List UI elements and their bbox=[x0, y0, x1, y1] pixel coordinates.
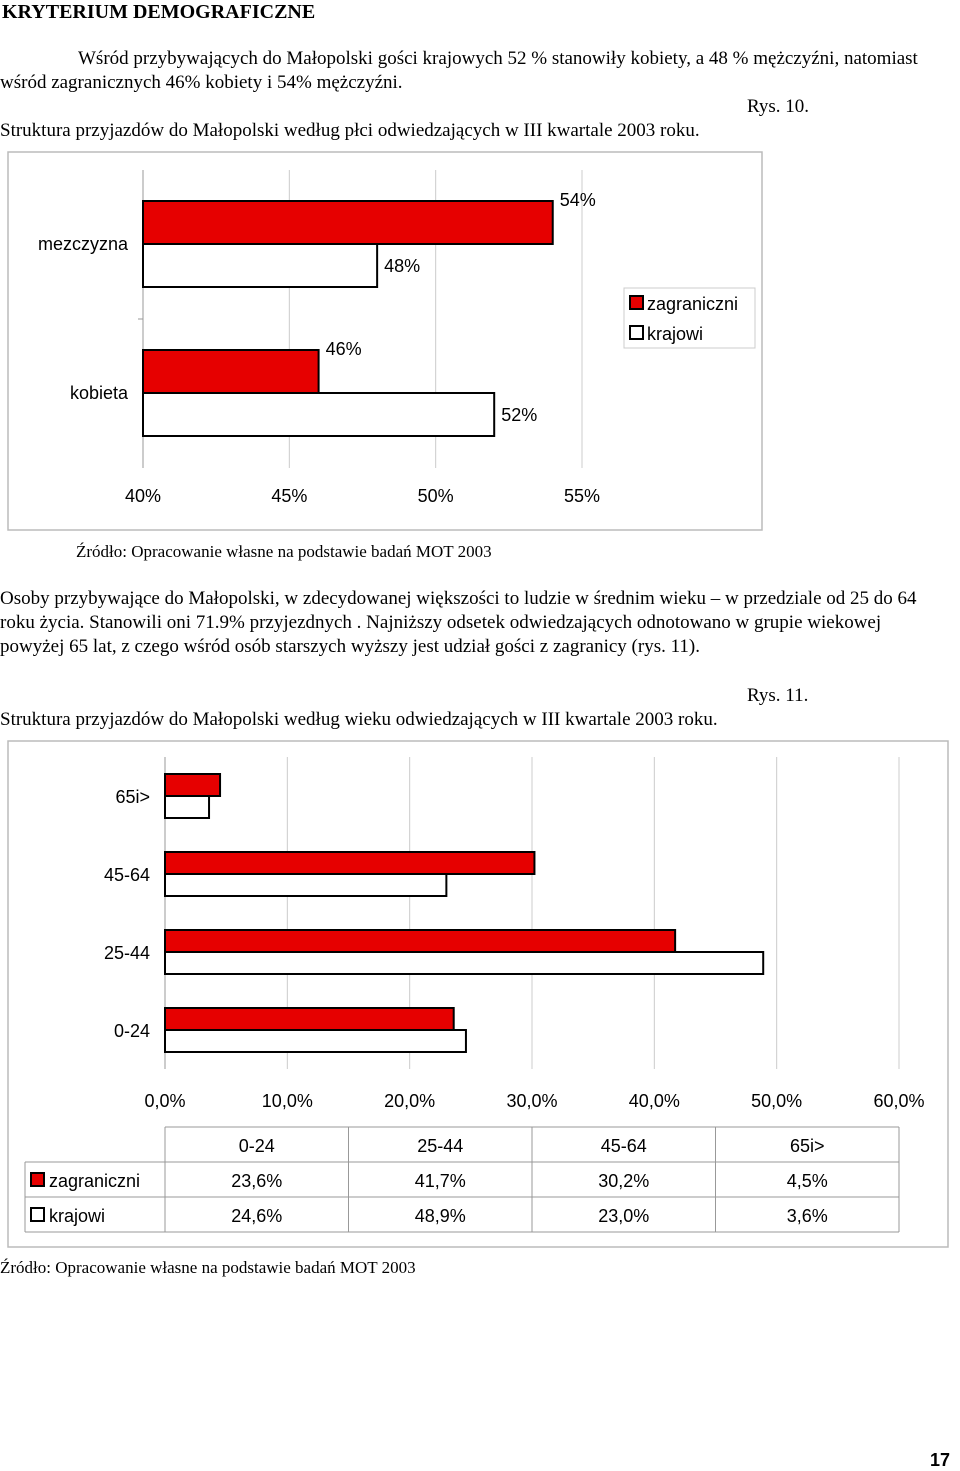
bar-zagraniczni bbox=[165, 930, 675, 952]
table-row-label: zagraniczni bbox=[49, 1171, 141, 1191]
x-tick-label: 30,0% bbox=[506, 1091, 558, 1111]
bar-krajowi bbox=[165, 1030, 466, 1052]
table-header: 25-44 bbox=[417, 1136, 464, 1156]
bar-zagraniczni bbox=[165, 774, 220, 796]
data-label: 52% bbox=[501, 405, 538, 425]
legend-swatch bbox=[31, 1173, 44, 1186]
table-cell: 48,9% bbox=[414, 1206, 466, 1226]
figure-10-label: Rys. 10. bbox=[747, 96, 810, 117]
legend-label: krajowi bbox=[647, 324, 704, 344]
intro-paragraph: Wśród przybywających do Małopolski gości krajowych 52 % stanowiły kobiety, a 48 % mężczyźni, natomiast wśród zagranicznych 46% kobiety i 54% mężczyźni. bbox=[0, 48, 918, 93]
x-tick-label: 20,0% bbox=[384, 1091, 436, 1111]
section-heading: KRYTERIUM DEMOGRAFICZNE bbox=[2, 1, 316, 23]
x-tick-label: 40% bbox=[124, 486, 162, 506]
x-tick-label: 50% bbox=[417, 486, 454, 506]
table-cell: 4,5% bbox=[786, 1171, 828, 1191]
table-cell: 24,6% bbox=[231, 1206, 283, 1226]
category-label: 25-44 bbox=[103, 943, 150, 963]
x-tick-label: 50,0% bbox=[751, 1091, 803, 1111]
category-label: mezczyzna bbox=[37, 234, 128, 254]
bar-krajowi bbox=[165, 796, 209, 818]
table-cell: 30,2% bbox=[598, 1171, 650, 1191]
data-label: 54% bbox=[559, 190, 596, 210]
table-header: 65i> bbox=[789, 1136, 825, 1156]
bar-zagraniczni bbox=[165, 1008, 454, 1030]
table-cell: 23,0% bbox=[598, 1206, 650, 1226]
table-cell: 3,6% bbox=[786, 1206, 828, 1226]
category-label: kobieta bbox=[69, 383, 128, 403]
category-label: 0-24 bbox=[113, 1021, 150, 1041]
figure-11-label: Rys. 11. bbox=[747, 685, 809, 706]
category-label: 65i> bbox=[115, 787, 150, 807]
figure-11-caption: Struktura przyjazdów do Małopolski według wieku odwiedzających w III kwartale 2003 roku. bbox=[0, 709, 718, 730]
age-paragraph: Osoby przybywające do Małopolski, w zdecydowanej większości to ludzie w średnim wieku – w przedziale od 25 do 64 roku życia. Stanowili oni 71.9% przyjezdnych . Najniższy odsetek odwiedzających odnotowano w grupie wiekowej powyżej 65 lat, z czego wśród osób starszych wyższy jest udział gości z zagranicy (rys. 11). bbox=[0, 588, 917, 657]
x-tick-label: 45% bbox=[271, 486, 308, 506]
figure-10-source: Źródło: Opracowanie własne na podstawie badań MOT 2003 bbox=[76, 542, 492, 561]
bar-zagraniczni bbox=[165, 852, 534, 874]
figure-10-caption: Struktura przyjazdów do Małopolski według płci odwiedzających w III kwartale 2003 roku. bbox=[0, 120, 700, 141]
data-label: 48% bbox=[384, 256, 421, 276]
table-header: 45-64 bbox=[600, 1136, 647, 1156]
x-tick-label: 0,0% bbox=[144, 1091, 186, 1111]
data-label: 46% bbox=[325, 339, 362, 359]
x-tick-label: 60,0% bbox=[873, 1091, 925, 1111]
figure-11-source: Źródło: Opracowanie własne na podstawie badań MOT 2003 bbox=[0, 1258, 416, 1277]
table-header: 0-24 bbox=[238, 1136, 275, 1156]
legend-label: zagraniczni bbox=[647, 294, 739, 314]
category-label: 45-64 bbox=[103, 865, 150, 885]
table-cell: 41,7% bbox=[414, 1171, 466, 1191]
table-row-label: krajowi bbox=[49, 1206, 106, 1226]
legend-swatch bbox=[31, 1208, 44, 1221]
table-cell: 23,6% bbox=[231, 1171, 283, 1191]
bar-krajowi bbox=[165, 874, 446, 896]
x-tick-label: 10,0% bbox=[261, 1091, 313, 1111]
page-number: 17 bbox=[930, 1450, 951, 1470]
x-tick-label: 40,0% bbox=[628, 1091, 680, 1111]
x-tick-label: 55% bbox=[563, 486, 601, 506]
bar-krajowi bbox=[165, 952, 763, 974]
